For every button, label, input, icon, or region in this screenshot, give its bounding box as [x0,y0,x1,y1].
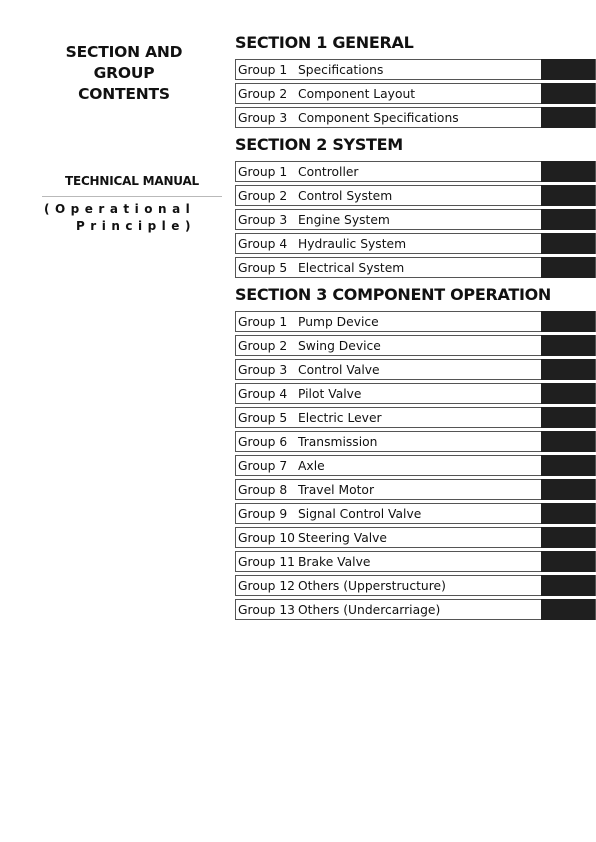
section-tab [541,107,595,128]
group-name: Others (Undercarriage) [298,602,441,617]
group-name: Control System [298,188,393,203]
group-row[interactable] [235,575,596,596]
section-tab [541,83,595,104]
group-number: Group 1 [238,164,288,179]
group-row[interactable] [235,527,596,548]
group-row[interactable] [235,185,596,206]
group-name: Axle [298,458,325,473]
group-name: Swing Device [298,338,381,353]
group-row[interactable] [235,83,596,104]
group-number: Group 12 [238,578,295,593]
group-number: Group 4 [238,236,288,251]
group-name: Component Layout [298,86,416,101]
group-number: Group 2 [238,338,288,353]
group-row[interactable] [235,383,596,404]
group-name: Hydraulic System [298,236,407,251]
section-3-group-list [235,311,596,623]
group-row[interactable] [235,107,596,128]
group-row[interactable] [235,233,596,254]
group-name: Engine System [298,212,390,227]
section-tab [541,209,595,230]
group-number: Group 10 [238,530,295,545]
group-number: Group 6 [238,434,288,449]
group-name: Transmission [298,434,378,449]
title-line-2: CONTENTS [78,85,170,103]
group-row[interactable] [235,551,596,572]
group-name: Pump Device [298,314,379,329]
group-name: Specifications [298,62,384,77]
section-tab [541,575,595,596]
group-number: Group 11 [238,554,295,569]
group-number: Group 2 [238,188,288,203]
subtitle-line-2: Principle) [76,219,196,233]
section-1-group-list [235,59,596,131]
section-tab [541,59,595,80]
group-name: Brake Valve [298,554,371,569]
group-row[interactable] [235,209,596,230]
section-tab [541,551,595,572]
manual-subtitle [44,201,222,235]
group-row[interactable] [235,599,596,620]
group-name: Electric Lever [298,410,382,425]
group-name: Controller [298,164,359,179]
group-number: Group 4 [238,386,288,401]
group-number: Group 3 [238,362,288,377]
section-1-heading: SECTION 1 GENERAL [235,33,414,52]
section-tab [541,311,595,332]
group-number: Group 9 [238,506,288,521]
group-row[interactable] [235,59,596,80]
divider [42,196,222,197]
section-tab [541,185,595,206]
group-number: Group 5 [238,260,288,275]
section-tab [541,407,595,428]
group-number: Group 3 [238,212,288,227]
group-row[interactable] [235,311,596,332]
section-tab [541,335,595,356]
section-2-heading: SECTION 2 SYSTEM [235,135,403,154]
group-row[interactable] [235,161,596,182]
group-number: Group 1 [238,62,288,77]
group-name: Pilot Valve [298,386,362,401]
section-tab [541,257,595,278]
section-3-heading: SECTION 3 COMPONENT OPERATION [235,285,551,304]
section-tab [541,599,595,620]
section-tab [541,455,595,476]
section-tab [541,527,595,548]
section-tab [541,383,595,404]
group-number: Group 2 [238,86,288,101]
title-line-1: SECTION AND GROUP [65,43,183,82]
group-row[interactable] [235,407,596,428]
group-name: Component Specifications [298,110,459,125]
group-row[interactable] [235,479,596,500]
group-row[interactable] [235,257,596,278]
section-tab [541,431,595,452]
group-name: Electrical System [298,260,405,275]
section-2-group-list [235,161,596,281]
group-name: Control Valve [298,362,380,377]
manual-label: TECHNICAL MANUAL [64,174,200,188]
group-number: Group 5 [238,410,288,425]
group-name: Travel Motor [298,482,374,497]
section-tab [541,503,595,524]
section-tab [541,161,595,182]
group-row[interactable] [235,455,596,476]
page-title [34,42,214,105]
section-tab [541,359,595,380]
group-number: Group 3 [238,110,288,125]
group-name: Signal Control Valve [298,506,422,521]
group-number: Group 13 [238,602,295,617]
group-row[interactable] [235,335,596,356]
group-row[interactable] [235,359,596,380]
section-tab [541,479,595,500]
group-number: Group 7 [238,458,288,473]
group-row[interactable] [235,431,596,452]
subtitle-line-1: (Operational [44,202,196,216]
section-tab [541,233,595,254]
group-name: Steering Valve [298,530,387,545]
group-number: Group 8 [238,482,288,497]
group-row[interactable] [235,503,596,524]
group-number: Group 1 [238,314,288,329]
group-name: Others (Upperstructure) [298,578,446,593]
